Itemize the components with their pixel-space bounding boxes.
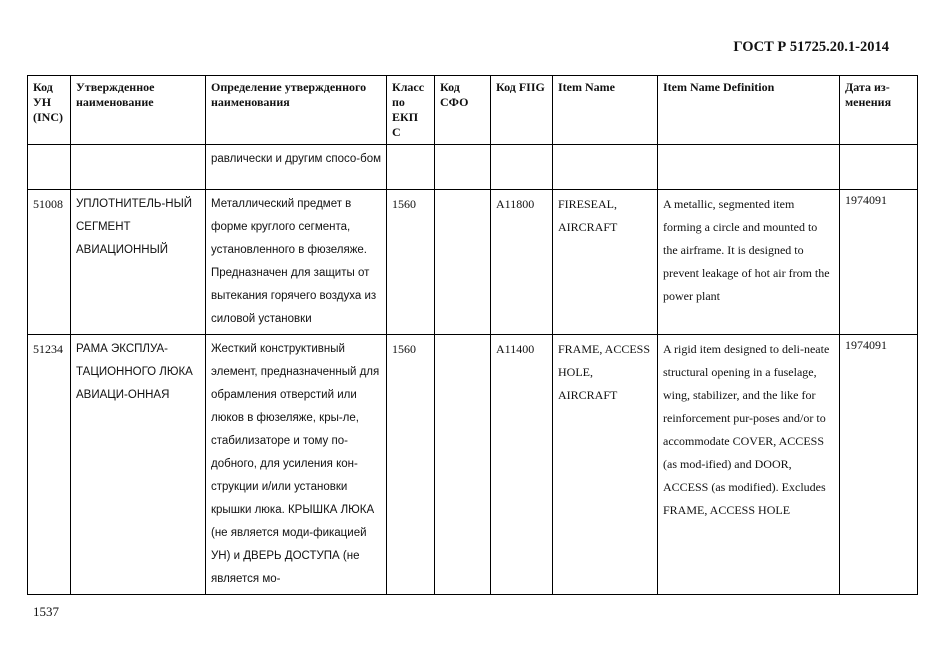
cell-date: 1974091 — [840, 335, 918, 595]
cell-definition-continued: равлически и другим спосо-бом — [206, 145, 387, 190]
document-title: ГОСТ Р 51725.20.1-2014 — [733, 39, 889, 55]
page-number: 1537 — [33, 604, 59, 619]
header-definition: Определение утвержденного наименования — [206, 76, 387, 145]
cell-definition: Жесткий конструктивный элемент, предназначенный для обрамления отверстий или люков в фюзеляже, кры-ле, стабилизаторе и тому по-добного, для усиления кон-струкции и/или установки крышки люка. КРЫШКА ЛЮКА (не является моди-фикацией УН) и ДВЕРЬ ДОСТУПА (не является мо- — [206, 335, 387, 595]
header-code-fiig: Код FIIG — [491, 76, 553, 145]
header-code-sfo: Код СФО — [435, 76, 491, 145]
header-item-name-definition: Item Name Definition — [658, 76, 840, 145]
item-names-table — [27, 75, 918, 595]
header-change-date: Дата из-менения — [840, 76, 918, 145]
table-header-row — [28, 76, 918, 145]
cell-class: 1560 — [387, 190, 435, 335]
cell-fiig: A11400 — [491, 335, 553, 595]
cell-name: УПЛОТНИТЕЛЬ-НЫЙ СЕГМЕНТ АВИАЦИОННЫЙ — [71, 190, 206, 335]
header-approved-name: Утвержденное наименование — [71, 76, 206, 145]
cell-item-definition: A metallic, segmented item forming a circle and mounted to the airframe. It is designed to prevent leakage of hot air from the power plant — [658, 190, 840, 335]
header-item-name: Item Name — [553, 76, 658, 145]
table-row — [28, 190, 918, 335]
cell-definition: Металлический предмет в форме круглого сегмента, установленного в фюзеляже. Предназначен для защиты от вытекания горячего воздуха из силовой установки — [206, 190, 387, 335]
cell-sfo — [435, 335, 491, 595]
table-row — [28, 335, 918, 595]
cell-code: 51234 — [28, 335, 71, 595]
cell-sfo — [435, 190, 491, 335]
header-class: Класс по ЕКП С — [387, 76, 435, 145]
cell-date: 1974091 — [840, 190, 918, 335]
cell-class: 1560 — [387, 335, 435, 595]
cell-fiig: A11800 — [491, 190, 553, 335]
cell-item-name: FIRESEAL, AIRCRAFT — [553, 190, 658, 335]
cell-code: 51008 — [28, 190, 71, 335]
table-row-continuation — [28, 145, 918, 190]
header-code-un: Код УН (INC) — [28, 76, 71, 145]
cell-item-name: FRAME, ACCESS HOLE, AIRCRAFT — [553, 335, 658, 595]
cell-item-definition: A rigid item designed to deli-neate structural opening in a fuselage, wing, stabilizer, and the like for reinforcement pur-poses and/or to accommodate COVER, ACCESS (as mod-ified) and DOOR, ACCESS (as modified). Excludes FRAME, ACCESS HOLE — [658, 335, 840, 595]
cell-name: РАМА ЭКСПЛУА-ТАЦИОННОГО ЛЮКА АВИАЦИ-ОННАЯ — [71, 335, 206, 595]
